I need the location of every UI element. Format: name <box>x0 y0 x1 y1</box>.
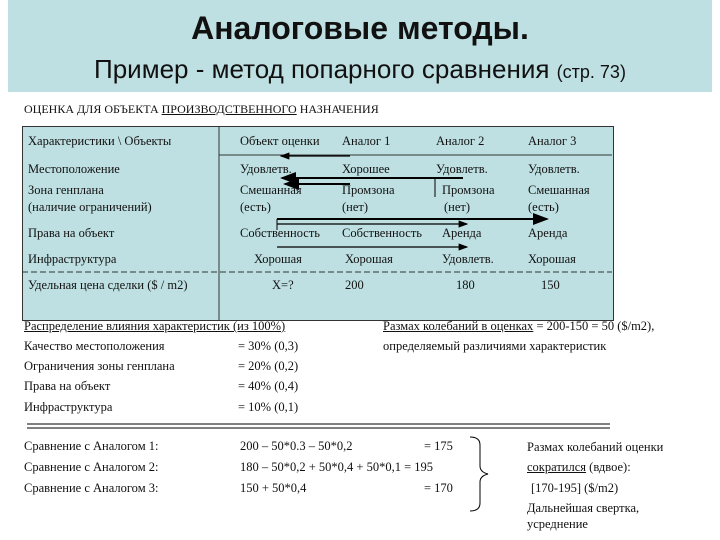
conclusion-3: [170-195] ($/m2) <box>531 481 619 495</box>
cell: Удовлетв. <box>436 162 488 176</box>
cell: Удовлетв. <box>240 162 292 176</box>
range-underlined: Размах колебаний в оценках <box>383 319 534 333</box>
conclusion-4: Дальнейшая свертка, <box>527 501 640 515</box>
cell: 150 <box>541 278 560 292</box>
row-label: Местоположение <box>28 162 120 176</box>
row-label: Права на объект <box>28 226 115 240</box>
header-analog-3: Аналог 3 <box>528 134 577 148</box>
row-label: Инфраструктура <box>28 252 117 266</box>
cell: Хорошая <box>528 252 576 266</box>
conclusion-1: Размах колебаний оценки <box>527 440 664 454</box>
conclusion-2 <box>527 460 631 475</box>
range-line-1 <box>383 319 654 334</box>
cell: 180 <box>456 278 475 292</box>
comparison-result: = 170 <box>424 481 453 495</box>
comparison-label: Сравнение с Аналогом 3: <box>24 481 159 495</box>
cell: Аренда <box>528 226 568 240</box>
weight-label: Инфраструктура <box>24 400 113 414</box>
comparison-formula: 150 + 50*0,4 <box>240 481 307 495</box>
header-analog-2: Аналог 2 <box>436 134 485 148</box>
caption-pre: ОЦЕНКА ДЛЯ ОБЪЕКТА <box>24 102 162 116</box>
cell: (нет) <box>444 200 471 214</box>
cell: Аренда <box>442 226 482 240</box>
subtitle-text: Пример - метод попарного сравнения <box>94 54 550 84</box>
header-characteristics: Характеристики \ Объекты <box>28 134 172 148</box>
conclusion-underlined: сократился <box>527 460 587 474</box>
slide-title: Аналоговые методы. <box>191 10 529 46</box>
cell: (есть) <box>240 200 271 214</box>
page-ref: (стр. 73) <box>556 62 626 82</box>
cell: Собственность <box>240 226 320 240</box>
cell: X=? <box>272 278 294 292</box>
cell: Смешанная <box>240 183 302 197</box>
cell: Промзона <box>342 183 395 197</box>
weight-label: Качество местоположения <box>24 339 165 353</box>
cell: (нет) <box>342 200 369 214</box>
cell: Удовлетв. <box>528 162 580 176</box>
row-label: Зона генплана <box>28 183 104 197</box>
comparison-label: Сравнение с Аналогом 1: <box>24 439 159 453</box>
conclusion-2-rest: (вдвое): <box>586 460 631 474</box>
header-subject: Объект оценки <box>240 134 320 148</box>
conclusion-5: усреднение <box>527 517 588 531</box>
range-line-2: определяемый различиями характеристик <box>383 339 607 353</box>
cell: Удовлетв. <box>442 252 494 266</box>
weight-label: Ограничения зоны генплана <box>24 359 175 373</box>
header-analog-1: Аналог 1 <box>342 134 391 148</box>
cell: Хорошая <box>254 252 302 266</box>
weight-value: = 20% (0,2) <box>238 359 299 373</box>
cell: Хорошее <box>342 162 390 176</box>
comparison-result: = 175 <box>424 439 453 453</box>
range-rest: = 200-150 = 50 ($/m2), <box>533 319 655 333</box>
caption-underlined: ПРОИЗВОДСТВЕННОГО <box>161 102 297 116</box>
caption-post: НАЗНАЧЕНИЯ <box>296 102 379 116</box>
cell: Промзона <box>442 183 495 197</box>
brace <box>470 437 488 511</box>
comparison-formula: 200 – 50*0.3 – 50*0,2 <box>240 439 353 453</box>
weight-label: Права на объект <box>24 379 111 393</box>
row-label-2: (наличие ограничений) <box>28 200 152 214</box>
weight-value: = 40% (0,4) <box>238 379 299 393</box>
weight-value: = 30% (0,3) <box>238 339 299 353</box>
comparison-label: Сравнение с Аналогом 2: <box>24 460 159 474</box>
cell: (есть) <box>528 200 559 214</box>
cell: Смешанная <box>528 183 590 197</box>
weight-value: = 10% (0,1) <box>238 400 299 414</box>
row-label: Удельная цена сделки ($ / m2) <box>28 278 188 292</box>
weights-title: Распределение влияния характеристик (из 100%) <box>24 319 286 333</box>
cell: 200 <box>345 278 364 292</box>
comparison-formula: 180 – 50*0,2 + 50*0,4 + 50*0,1 = 195 <box>240 460 434 474</box>
cell: Собственность <box>342 226 422 240</box>
cell: Хорошая <box>345 252 393 266</box>
